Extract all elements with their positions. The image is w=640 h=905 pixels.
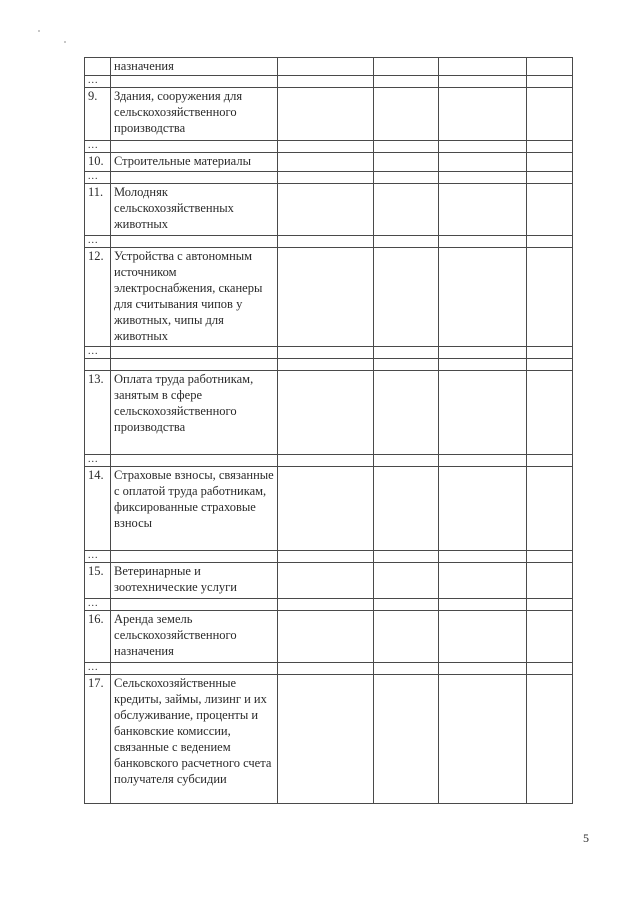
table-row: [85, 248, 573, 347]
empty-cell: [111, 76, 278, 88]
empty-cell: [278, 236, 374, 248]
empty-cell: [527, 455, 573, 467]
row-number: 11.: [85, 184, 111, 236]
row-number: 17.: [85, 675, 111, 804]
empty-cell: [374, 88, 439, 141]
empty-cell: [527, 371, 573, 455]
empty-cell: [278, 467, 374, 551]
empty-cell: [527, 347, 573, 359]
empty-cell: [278, 551, 374, 563]
empty-cell: [527, 153, 573, 172]
empty-cell: [527, 599, 573, 611]
ellipsis-row: [85, 599, 573, 611]
empty-cell: [439, 675, 527, 804]
ellipsis-row: [85, 141, 573, 153]
row-label: Сельскохозяйственные кредиты, займы, лизинг и их обслуживание, проценты и банковские комиссии, связанные с ведением банковского расчетного счета получателя субсидии: [111, 675, 278, 804]
empty-cell: [111, 141, 278, 153]
empty-cell: [111, 359, 278, 371]
empty-cell: [278, 347, 374, 359]
empty-cell: [374, 76, 439, 88]
empty-cell: [278, 141, 374, 153]
empty-cell: [278, 184, 374, 236]
empty-cell: [439, 551, 527, 563]
empty-cell: [439, 347, 527, 359]
empty-cell: [374, 184, 439, 236]
row-number: 10.: [85, 153, 111, 172]
empty-cell: [374, 663, 439, 675]
empty-cell: [439, 455, 527, 467]
empty-cell: [527, 467, 573, 551]
ellipsis-row: [85, 76, 573, 88]
table-row: [85, 184, 573, 236]
empty-cell: [374, 347, 439, 359]
empty-cell: [111, 236, 278, 248]
row-label: Строительные материалы: [111, 153, 278, 172]
scan-speck: [38, 30, 40, 32]
empty-cell: [439, 611, 527, 663]
row-label: Аренда земель сельскохозяйственного назначения: [111, 611, 278, 663]
empty-cell: [374, 455, 439, 467]
table-row: [85, 88, 573, 141]
empty-cell: [439, 663, 527, 675]
empty-cell: [374, 563, 439, 599]
empty-cell: [374, 172, 439, 184]
empty-cell: [439, 141, 527, 153]
ellipsis-row: [85, 236, 573, 248]
ellipsis-row: [85, 551, 573, 563]
empty-cell: [439, 236, 527, 248]
row-ellipsis: ...: [85, 551, 111, 563]
empty-cell: [527, 88, 573, 141]
row-number: 16.: [85, 611, 111, 663]
row-label: Страховые взносы, связанные с оплатой труда работникам, фиксированные страховые взносы: [111, 467, 278, 551]
row-label: Здания, сооружения для сельскохозяйственного производства: [111, 88, 278, 141]
page-number: 5: [583, 831, 589, 845]
row-ellipsis: ...: [85, 141, 111, 153]
row-ellipsis: ...: [85, 663, 111, 675]
empty-cell: [527, 236, 573, 248]
empty-cell: [439, 184, 527, 236]
empty-cell: [111, 455, 278, 467]
row-number: 15.: [85, 563, 111, 599]
empty-cell: [439, 599, 527, 611]
empty-cell: [278, 663, 374, 675]
row-ellipsis: ...: [85, 347, 111, 359]
empty-cell: [374, 141, 439, 153]
empty-cell: [527, 563, 573, 599]
row-ellipsis: ...: [85, 76, 111, 88]
row-ellipsis: ...: [85, 455, 111, 467]
empty-cell: [439, 76, 527, 88]
empty-cell: [374, 551, 439, 563]
empty-cell: [527, 248, 573, 347]
table-row: [85, 563, 573, 599]
empty-cell: [374, 467, 439, 551]
empty-cell: [374, 236, 439, 248]
empty-cell: [278, 248, 374, 347]
empty-cell: [374, 599, 439, 611]
row-ellipsis: ...: [85, 599, 111, 611]
empty-cell: [111, 172, 278, 184]
empty-cell: [278, 611, 374, 663]
empty-cell: [85, 359, 111, 371]
empty-cell: [111, 663, 278, 675]
empty-cell: [439, 563, 527, 599]
empty-cell: [278, 599, 374, 611]
row-ellipsis: ...: [85, 172, 111, 184]
row-number: 13.: [85, 371, 111, 455]
empty-cell: [111, 551, 278, 563]
ellipsis-row: [85, 172, 573, 184]
empty-cell: [278, 76, 374, 88]
empty-cell: [278, 371, 374, 455]
empty-cell: [527, 675, 573, 804]
empty-cell: [278, 563, 374, 599]
empty-cell: [439, 88, 527, 141]
row-label: Ветеринарные и зоотехнические услуги: [111, 563, 278, 599]
empty-cell: [278, 153, 374, 172]
empty-cell: [278, 675, 374, 804]
empty-cell: [527, 663, 573, 675]
empty-cell: [527, 141, 573, 153]
empty-cell: [374, 359, 439, 371]
scan-speck: [64, 41, 66, 43]
row-ellipsis: ...: [85, 236, 111, 248]
empty-cell: [111, 599, 278, 611]
table-row: [85, 467, 573, 551]
empty-cell: [374, 58, 439, 76]
subsidy-expense-table: [84, 57, 573, 804]
spacer-row: [85, 359, 573, 371]
empty-cell: [527, 172, 573, 184]
empty-cell: [439, 172, 527, 184]
empty-cell: [439, 467, 527, 551]
row-label: Устройства с автономным источником электроснабжения, сканеры для считывания чипов у животных, чипы для животных: [111, 248, 278, 347]
empty-cell: [374, 675, 439, 804]
empty-cell: [278, 359, 374, 371]
row-label: Молодняк сельскохозяйственных животных: [111, 184, 278, 236]
table-row: [85, 58, 573, 76]
empty-cell: [374, 248, 439, 347]
table-row: [85, 675, 573, 804]
row-number: 14.: [85, 467, 111, 551]
empty-cell: [278, 172, 374, 184]
empty-cell: [278, 455, 374, 467]
row-number: 12.: [85, 248, 111, 347]
empty-cell: [527, 359, 573, 371]
empty-cell: [527, 551, 573, 563]
empty-cell: [374, 611, 439, 663]
empty-cell: [439, 153, 527, 172]
empty-cell: [439, 58, 527, 76]
table-row: [85, 371, 573, 455]
empty-cell: [527, 58, 573, 76]
row-number: [85, 58, 111, 76]
row-label: назначения: [111, 58, 278, 76]
empty-cell: [374, 153, 439, 172]
empty-cell: [439, 359, 527, 371]
row-number: 9.: [85, 88, 111, 141]
empty-cell: [439, 248, 527, 347]
empty-cell: [278, 58, 374, 76]
empty-cell: [527, 184, 573, 236]
table-row: [85, 153, 573, 172]
ellipsis-row: [85, 663, 573, 675]
empty-cell: [527, 76, 573, 88]
row-label: Оплата труда работникам, занятым в сфере сельскохозяйственного производства: [111, 371, 278, 455]
ellipsis-row: [85, 455, 573, 467]
ellipsis-row: [85, 347, 573, 359]
empty-cell: [111, 347, 278, 359]
empty-cell: [278, 88, 374, 141]
table-row: [85, 611, 573, 663]
empty-cell: [439, 371, 527, 455]
empty-cell: [374, 371, 439, 455]
empty-cell: [527, 611, 573, 663]
